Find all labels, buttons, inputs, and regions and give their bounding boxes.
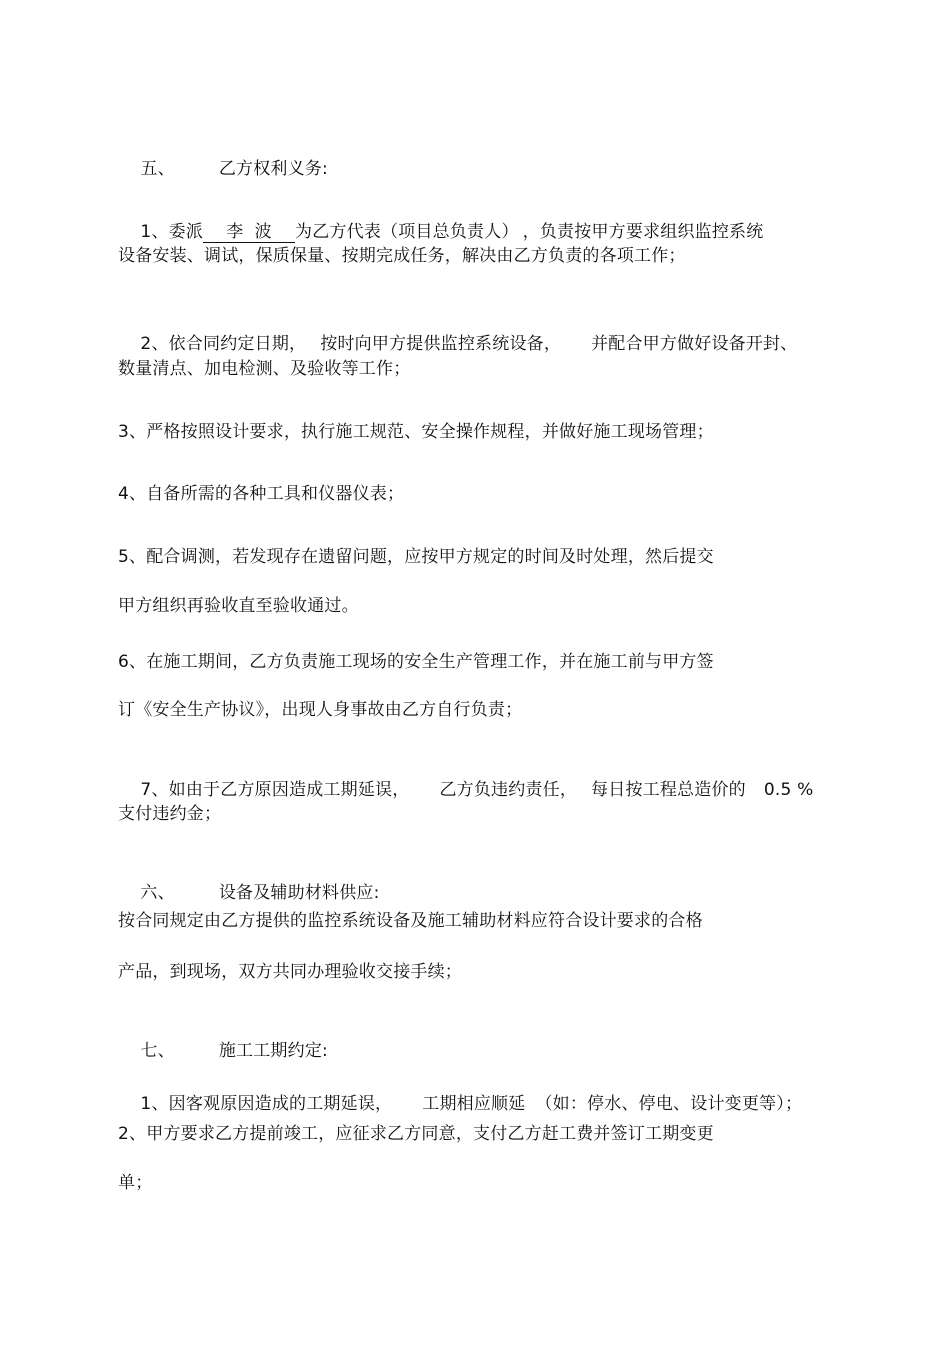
s5-item-7-line-1 bbox=[118, 754, 813, 826]
s5-item-3: 3、严格按照设计要求，执行施工规范、安全操作规程，并做好施工现场管理； bbox=[118, 422, 714, 442]
section-5-number: 五、 bbox=[140, 159, 175, 179]
s5-item-1-role: 为乙方代表（项目总负责人） bbox=[295, 222, 519, 242]
representative-name: 李 波 bbox=[203, 222, 295, 243]
s5-item-6-line-1: 6、在施工期间，乙方负责施工现场的安全生产管理工作，并在施工前与甲方签 bbox=[118, 652, 714, 672]
s5-item-7-part-3: 每日按工程总造价的 bbox=[591, 780, 746, 800]
s7-item-1-part-1: 1、因客观原因造成的工期延误， bbox=[140, 1094, 393, 1114]
s5-item-1-line-2: 设备安装、调试，保质保量、按期完成任务，解决由乙方负责的各项工作； bbox=[118, 246, 686, 266]
s7-item-2-line-2: 单； bbox=[118, 1173, 153, 1193]
section-7-title: 施工工期约定: bbox=[218, 1041, 328, 1061]
s5-item-7-part-1: 7、如由于乙方原因造成工期延误， bbox=[140, 780, 410, 800]
section-7-number: 七、 bbox=[140, 1041, 175, 1061]
s7-item-2-line-1: 2、甲方要求乙方提前竣工，应征求乙方同意，支付乙方赶工费并签订工期变更 bbox=[118, 1124, 714, 1144]
s5-item-5-line-1: 5、配合调测，若发现存在遗留问题，应按甲方规定的时间及时处理，然后提交 bbox=[118, 547, 714, 567]
section-5-heading bbox=[118, 133, 328, 205]
s5-item-6-line-2: 订《安全生产协议》，出现人身事故由乙方自行负责； bbox=[118, 700, 523, 720]
s7-item-1-part-2: 工期相应顺延 bbox=[422, 1094, 526, 1114]
penalty-rate: 0.5 % bbox=[763, 780, 814, 800]
section-6-number: 六、 bbox=[140, 883, 175, 903]
s5-item-4: 4、自备所需的各种工具和仪器仪表； bbox=[118, 484, 405, 504]
section-6-title: 设备及辅助材料供应: bbox=[218, 883, 380, 903]
s5-item-2-line-2: 数量清点、加电检测、及验收等工作； bbox=[118, 359, 411, 379]
s5-item-2-part-2: 按时向甲方提供监控系统设备， bbox=[320, 334, 562, 354]
s5-item-7-part-2: 乙方负违约责任， bbox=[439, 780, 578, 800]
s6-line-2: 产品，到现场，双方共同办理验收交接手续； bbox=[118, 962, 462, 982]
section-5-title: 乙方权利义务: bbox=[218, 159, 328, 179]
s5-item-2-part-3: 并配合甲方做好设备开封、 bbox=[591, 334, 798, 354]
s5-item-2-part-1: 2、依合同约定日期， bbox=[140, 334, 307, 354]
s5-item-1-duty: ，负责按甲方要求组织监控系统 bbox=[522, 222, 764, 242]
s5-item-5-line-2: 甲方组织再验收直至验收通过。 bbox=[118, 596, 359, 616]
s6-line-1: 按合同规定由乙方提供的监控系统设备及施工辅助材料应符合设计要求的合格 bbox=[118, 911, 703, 931]
s7-item-1-part-3: （如：停水、停电、设计变更等）； bbox=[535, 1094, 803, 1114]
s5-item-1-prefix: 1、委派 bbox=[140, 222, 204, 242]
s5-item-7-line-2: 支付违约金； bbox=[118, 804, 222, 824]
